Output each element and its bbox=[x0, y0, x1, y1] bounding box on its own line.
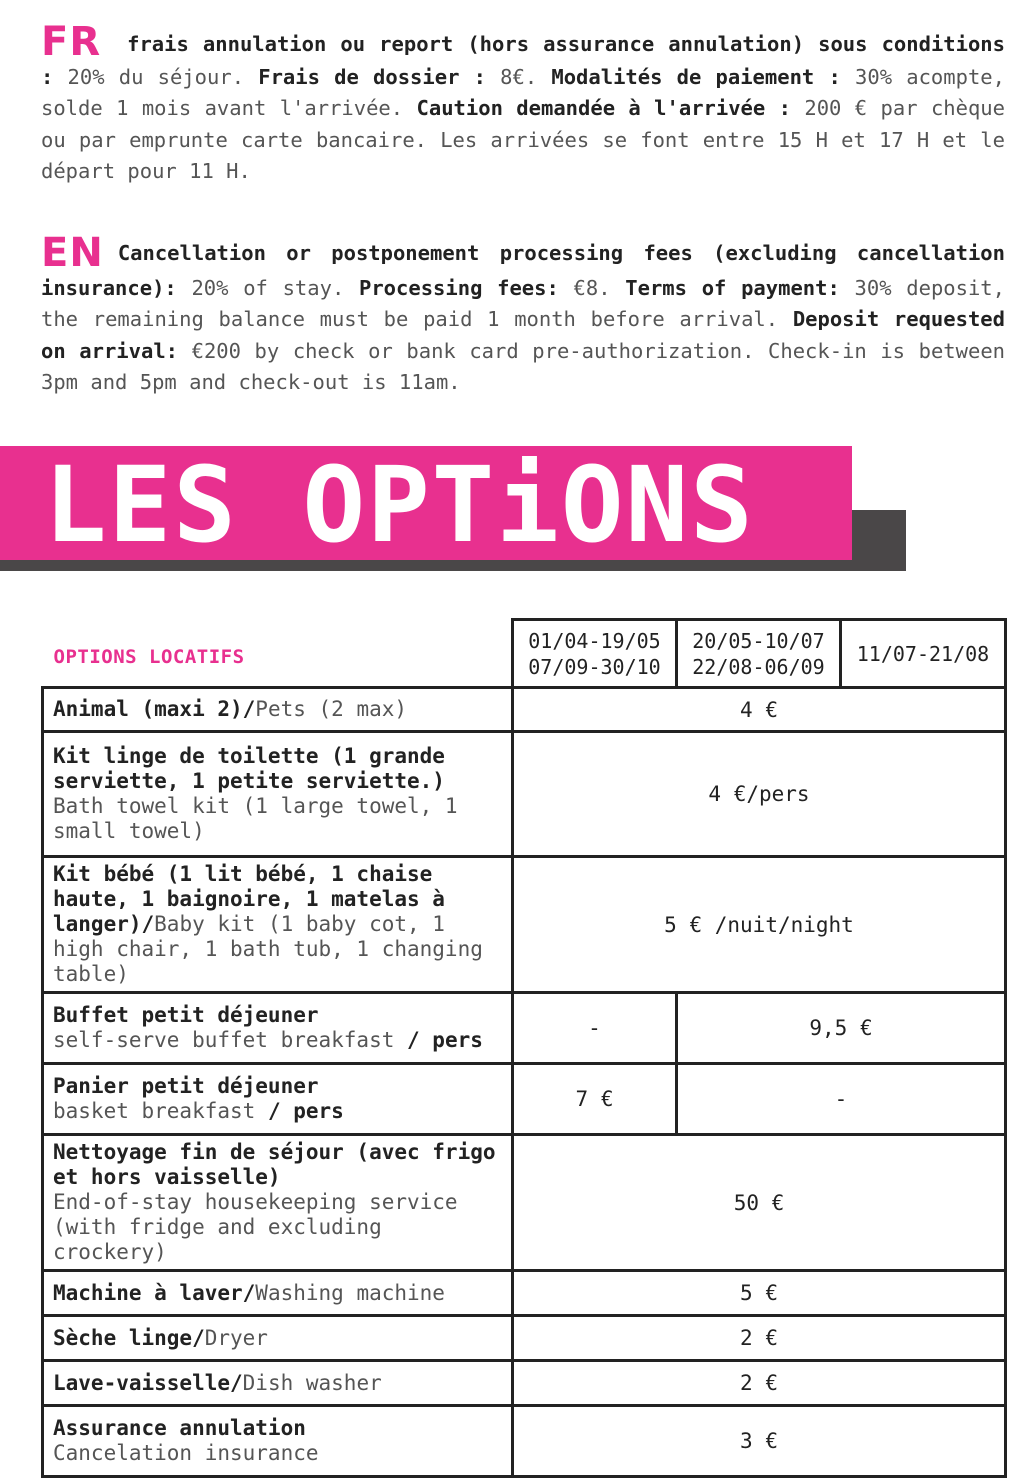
option-label-suffix: / pers bbox=[394, 1028, 483, 1052]
en-conditions-paragraph bbox=[41, 230, 1006, 399]
option-label-fr: Sèche linge/ bbox=[53, 1325, 205, 1350]
option-label-en: Bath towel kit (1 large towel, 1 small towel) bbox=[53, 794, 458, 843]
option-price: 3 € bbox=[513, 1406, 1006, 1477]
option-label-en: Cancelation insurance bbox=[53, 1441, 319, 1465]
table-row bbox=[43, 1316, 1006, 1361]
option-label-fr: Animal (maxi 2)/ bbox=[53, 697, 256, 721]
option-label bbox=[43, 1135, 513, 1271]
option-label-en: Dish washer bbox=[242, 1370, 382, 1395]
fr-payment-value: 30% acompte, solde 1 mois avant l'arrivée. bbox=[41, 65, 1005, 121]
period-1-line-1: 01/04-19/05 bbox=[528, 628, 661, 653]
en-cancellation-value: 20% of stay. bbox=[176, 276, 359, 300]
option-label-en: Pets (2 max) bbox=[255, 697, 408, 721]
option-price-low: 7 € bbox=[513, 1064, 677, 1135]
period-header-2 bbox=[677, 620, 841, 688]
en-language-tag: EN bbox=[41, 230, 104, 276]
table-row bbox=[43, 1406, 1006, 1477]
option-label-en: basket breakfast bbox=[53, 1099, 256, 1123]
fr-file-fee-value: 8€. bbox=[485, 65, 552, 89]
fr-conditions-paragraph bbox=[41, 19, 1005, 188]
fr-deposit-value: 200 € par chèque ou par emprunte carte bancaire. Les arrivées se font entre 15 H et 17 H et le départ pour 11 H. bbox=[41, 96, 1005, 184]
option-label bbox=[43, 688, 513, 732]
fr-payment-label: Modalités de paiement : bbox=[551, 65, 841, 89]
option-label-suffix: / pers bbox=[255, 1099, 344, 1123]
option-price-high: - bbox=[677, 1064, 1006, 1135]
table-row bbox=[43, 1135, 1006, 1271]
options-header-label: OPTIONS LOCATIFS bbox=[53, 645, 245, 668]
option-label-fr: Nettoyage fin de séjour (avec frigo et hors vaisselle) bbox=[53, 1140, 496, 1189]
fr-cancellation-label: frais annulation ou report (hors assurance annulation) sous conditions : bbox=[41, 32, 1005, 89]
en-payment-value: 30% deposit, the remaining balance must be paid 1 month before arrival. bbox=[41, 276, 1005, 332]
option-label-en: End-of-stay housekeeping service (with fridge and excluding crockery) bbox=[53, 1190, 458, 1264]
option-price: 50 € bbox=[513, 1135, 1006, 1271]
option-label bbox=[43, 1361, 513, 1406]
options-banner-title: LES OPTiONS bbox=[44, 444, 755, 566]
table-row bbox=[43, 993, 1006, 1064]
option-label-en: self-serve buffet breakfast bbox=[53, 1028, 395, 1052]
option-price: 2 € bbox=[513, 1361, 1006, 1406]
option-price-high: 9,5 € bbox=[677, 993, 1006, 1064]
table-row bbox=[43, 732, 1006, 857]
period-1-line-2: 07/09-30/10 bbox=[528, 654, 661, 679]
option-label-en: Dryer bbox=[204, 1325, 268, 1350]
option-label-fr: Assurance annulation bbox=[53, 1416, 306, 1440]
fr-file-fee-label: Frais de dossier : bbox=[258, 65, 486, 89]
fr-language-tag: FR bbox=[41, 19, 102, 65]
period-header-1 bbox=[513, 620, 677, 688]
period-2-line-2: 22/08-06/09 bbox=[692, 654, 825, 679]
option-price: 2 € bbox=[513, 1316, 1006, 1361]
option-label-fr: Lave-vaisselle/ bbox=[53, 1370, 243, 1395]
en-cancellation-label: Cancellation or postponement processing fees (excluding cancellation insurance): bbox=[41, 241, 1005, 300]
table-row bbox=[43, 1271, 1006, 1316]
option-price: 5 € bbox=[513, 1271, 1006, 1316]
fr-cancellation-value: 20% du séjour. bbox=[53, 65, 259, 89]
option-label-fr: Kit bébé (1 lit bébé, 1 chaise haute, 1 baignoire, 1 matelas à langer)/ bbox=[53, 862, 445, 936]
period-3-line-1: 11/07-21/08 bbox=[856, 641, 990, 666]
option-label-en: Baby kit (1 baby cot, 1 high chair, 1 bath tub, 1 changing table) bbox=[53, 912, 483, 986]
option-label bbox=[43, 1316, 513, 1361]
option-label bbox=[43, 1064, 513, 1135]
option-label-fr: Buffet petit déjeuner bbox=[53, 1003, 319, 1027]
en-processing-fee-value: €8. bbox=[558, 276, 626, 300]
table-row bbox=[43, 1361, 1006, 1406]
option-price-low: - bbox=[513, 993, 677, 1064]
option-label-en: Washing machine bbox=[255, 1280, 445, 1305]
option-label bbox=[43, 993, 513, 1064]
option-price: 4 € bbox=[513, 688, 1006, 732]
period-header-3 bbox=[841, 620, 1006, 688]
option-label bbox=[43, 732, 513, 857]
option-label bbox=[43, 857, 513, 993]
table-row bbox=[43, 688, 1006, 732]
en-payment-label: Terms of payment: bbox=[625, 276, 840, 300]
option-price: 4 €/pers bbox=[513, 732, 1006, 857]
fr-deposit-label: Caution demandée à l'arrivée : bbox=[416, 96, 791, 121]
en-processing-fee-label: Processing fees: bbox=[359, 276, 559, 300]
option-label bbox=[43, 1271, 513, 1316]
table-row bbox=[43, 1064, 1006, 1135]
en-deposit-label: Deposit requested on arrival: bbox=[41, 307, 1005, 363]
option-label-fr: Kit linge de toilette (1 grande serviette, 1 petite serviette.) bbox=[53, 744, 445, 793]
option-label bbox=[43, 1406, 513, 1477]
options-table bbox=[41, 618, 1007, 1478]
table-header-row bbox=[43, 620, 1006, 688]
option-label-fr: Panier petit déjeuner bbox=[53, 1074, 319, 1098]
en-deposit-value: €200 by check or bank card pre-authorization. Check-in is between 3pm and 5pm and check-out is 11am. bbox=[41, 338, 1006, 395]
period-2-line-1: 20/05-10/07 bbox=[692, 628, 825, 653]
table-row bbox=[43, 857, 1006, 993]
option-label-fr: Machine à laver/ bbox=[53, 1280, 256, 1305]
option-price: 5 € /nuit/night bbox=[513, 857, 1006, 993]
